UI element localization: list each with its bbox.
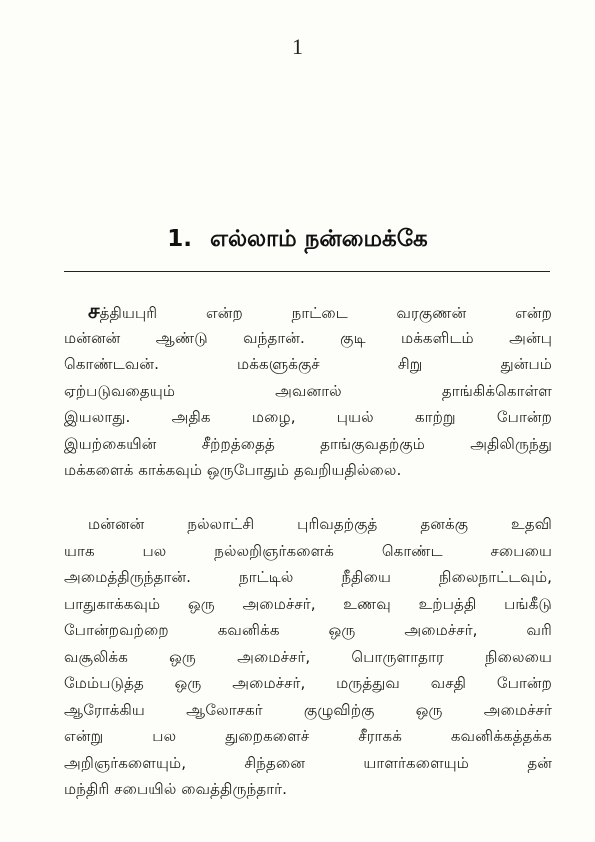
paragraph-line: அறிஞர்களையும், சிந்தனை யாளர்களையும் தன் <box>64 753 552 772</box>
paragraph-line: மேம்படுத்த ஒரு அமைச்சர், மருத்துவ வசதி போன்ற <box>64 674 552 692</box>
paragraph-line: மன்னன் ஆண்டு வந்தான். குடி மக்களிடம் அன்பு <box>64 328 552 347</box>
paragraph-1 <box>64 298 552 484</box>
paragraph-line: பாதுகாக்கவும் ஒரு அமைச்சர், உணவு உற்பத்தி பங்கீடு <box>64 594 552 613</box>
drop-cap: ச <box>88 299 100 323</box>
paragraph-line: ஆரோக்கிய ஆலோசகர் குழுவிற்கு ஒரு அமைச்சர் <box>64 700 552 719</box>
paragraph-2 <box>64 511 552 803</box>
paragraph-line: என்று பல துறைகளைச் சீராகக் கவனிக்கத்தக்க <box>64 727 552 745</box>
paragraph-line: மன்னன் நல்லாட்சி புரிவதற்குத் தனக்கு உதவி <box>88 515 552 533</box>
title-divider <box>64 271 550 272</box>
chapter-title: எல்லாம் நன்மைக்கே <box>210 226 428 252</box>
paragraph-line: மக்களைக் காக்கவும் ஒருபோதும் தவறியதில்லை. <box>64 461 402 479</box>
chapter-number: 1. <box>167 226 192 252</box>
page-number: 1 <box>292 34 303 59</box>
paragraph-line: இயற்கையின் சீற்றத்தைத் தாங்குவதற்கும் அதிலிருந்து <box>64 434 552 453</box>
paragraph-line: போன்றவற்றை கவனிக்க ஒரு அமைச்சர், வரி <box>64 621 552 639</box>
chapter-heading <box>0 226 595 255</box>
paragraph-line: ஏற்படுவதையும் அவனால் தாங்கிக்கொள்ள <box>64 381 552 400</box>
paragraph-line: இயலாது. அதிக மழை, புயல் காற்று போன்ற <box>64 408 552 426</box>
paragraph-line: அமைத்திருந்தான். நாட்டில் நீதியை நிலைநாட்டவும், <box>64 568 552 586</box>
paragraph-line: சத்தியபுரி என்ற நாட்டை வரகுணன் என்ற <box>88 299 552 323</box>
paragraph-line: யாக பல நல்லறிஞர்களைக் கொண்ட சபையை <box>64 541 552 560</box>
paragraph-line: கொண்டவன். மக்களுக்குச் சிறு துன்பம் <box>64 355 552 373</box>
paragraph-line: வசூலிக்க ஒரு அமைச்சர், பொருளாதார நிலையை <box>64 647 552 666</box>
paragraph-line: மந்திரி சபையில் வைத்திருந்தார். <box>64 780 287 798</box>
